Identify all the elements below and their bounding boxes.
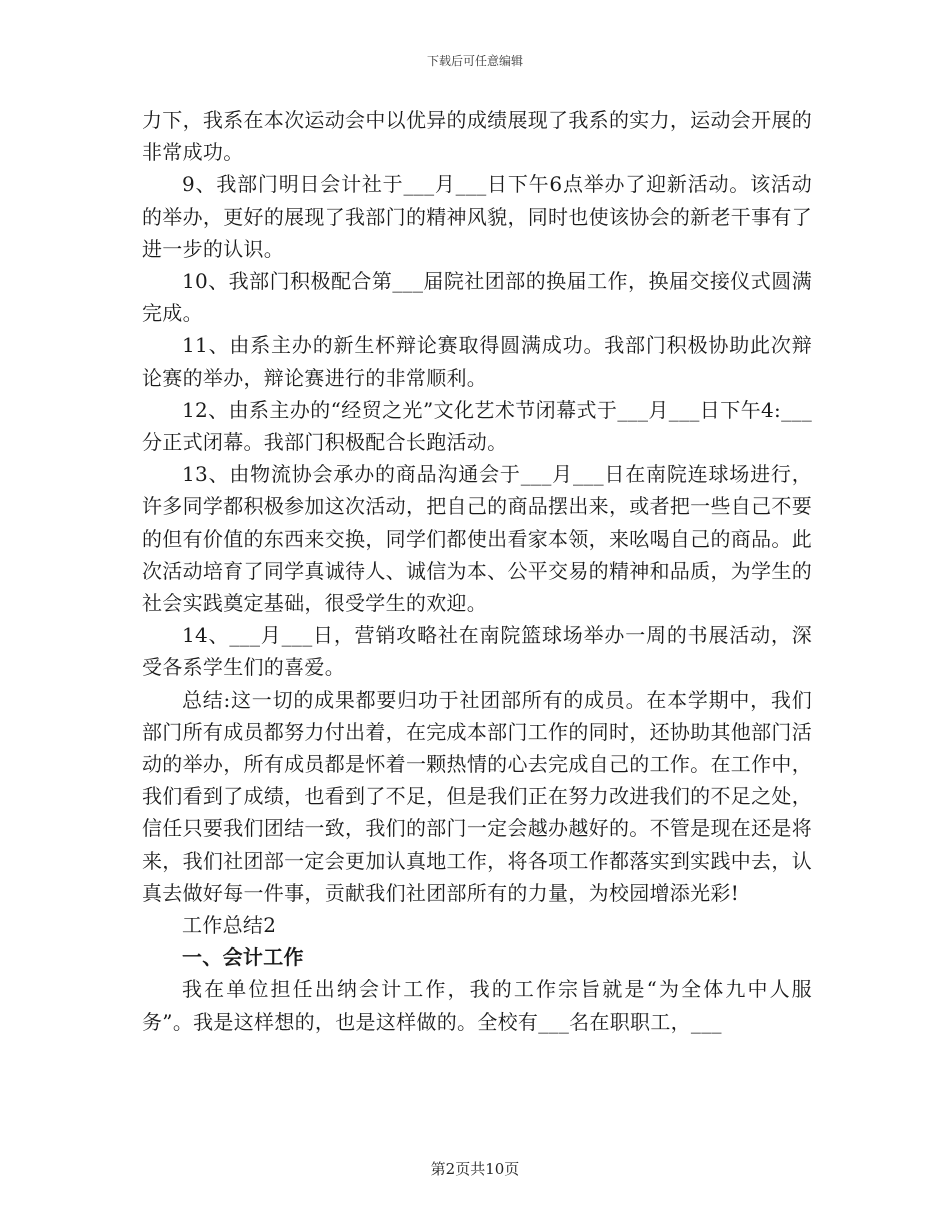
paragraph: 13、由物流协会承办的商品沟通会于___月___日在南院连球场进行，许多同学都积极参加这次活动，把自己的商品摆出来，或者把一些自己不要的但有价值的东西来交换，同学们都使出看家本领，来吆喝自己的商品。此次活动培育了同学真诚待人、诚信为本、公平交易的精神和品质，为学生的社会实践奠定基础，很受学生的欢迎。 <box>142 462 812 616</box>
page-number: 第2页共10页 <box>430 1160 520 1178</box>
paragraph: 14、___月___日，营销攻略社在南院篮球场举办一周的书展活动，深受各系学生们的喜爱。 <box>142 623 812 680</box>
document-body <box>142 104 812 1038</box>
section-heading: 一、会计工作 <box>182 945 304 970</box>
paragraph: 我在单位担任出纳会计工作，我的工作宗旨就是“为全体九中人服务”。我是这样想的，也是这样做的。全校有___名在职职工，___ <box>142 977 812 1034</box>
paragraph: 10、我部门积极配合第___届院社团部的换届工作，换届交接仪式圆满完成。 <box>142 269 812 326</box>
paragraph: 9、我部门明日会计社于___月___日下午6点举办了迎新活动。该活动的举办，更好的展现了我部门的精神风貌，同时也使该协会的新老干事有了进一步的认识。 <box>142 172 812 261</box>
section-title: 工作总结2 <box>182 913 277 938</box>
paragraph: 力下，我系在本次运动会中以优异的成绩展现了我系的实力，运动会开展的非常成功。 <box>142 108 812 165</box>
paragraph: 12、由系主办的“经贸之光”文化艺术节闭幕式于___月___日下午4:___分正式闭幕。我部门积极配合长跑活动。 <box>142 397 812 455</box>
page-header-note: 下载后可任意编辑 <box>426 54 523 68</box>
paragraph: 总结:这一切的成果都要归功于社团部所有的成员。在本学期中，我们部门所有成员都努力付出着，在完成本部门工作的同时，还协助其他部门活动的举办，所有成员都是怀着一颗热情的心去完成自己的工作。在工作中，我们看到了成绩，也看到了不足，但是我们正在努力改进我们的不足之处，信任只要我们团结一致，我们的部门一定会越办越好的。不管是现在还是将来，我们社团部一定会更加认真地工作，将各项工作都落实到实践中去，认真去做好每一件事，贡献我们社团部所有的力量，为校园增添光彩! <box>142 687 812 905</box>
paragraph: 11、由系主办的新生杯辩论赛取得圆满成功。我部门积极协助此次辩论赛的举办，辩论赛进行的非常顺利。 <box>142 333 812 390</box>
